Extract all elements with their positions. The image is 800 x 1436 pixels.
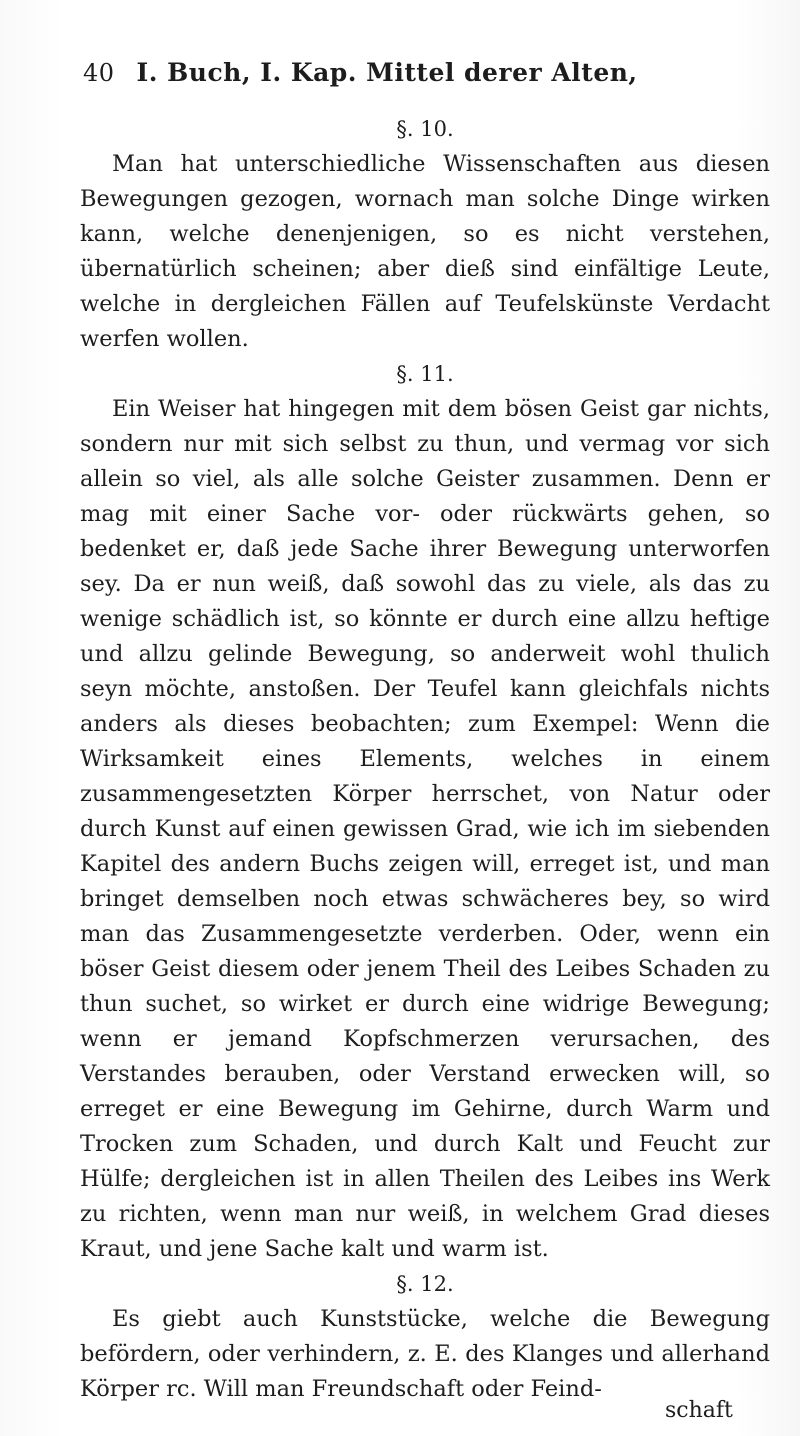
section-number: §. 11. [396,362,454,386]
paragraph: Ein Weiser hat hingegen mit dem bösen Geist gar nichts, sondern nur mit sich selbst zu thun, und vermag vor sich allein so viel, als alle solche Geister zusammen. Denn er mag mit einer Sache vor- oder rückwärts gehen, so bedenket er, daß jede Sache ihrer Bewegung unterworfen sey. Da er nun weiß, daß sowohl das zu viele, als das zu wenige schädlich ist, so könnte er durch eine allzu heftige und allzu gelinde Bewegung, so anderweit wohl thulich seyn möchte, anstoßen. Der Teufel kann gleichfals nichts anders als dieses beobachten; zum Exempel: Wenn die Wirksamkeit eines Elements, welches in einem zusammengesetzten Körper herrschet, von Natur oder durch Kunst auf einen gewissen Grad, wie ich im siebenden Kapitel des andern Buchs zeigen will, erreget ist, und man bringet demselben noch etwas schwächeres bey, so wird man das Zusammengesetzte verderben. Oder, wenn ein böser Geist diesem oder jenem Theil des Leibes Schaden zu thun suchet, so wirket er durch eine widrige Bewegung; wenn er jemand Kopfschmerzen verursachen, des Verstandes berauben, oder Verstand erwecken will, so erreget er eine Bewegung im Gehirne, durch Warm und Trocken zum Schaden, und durch Kalt und Feucht zur Hülfe; dergleichen ist in allen Theilen des Leibes ins Werk zu richten, wenn man nur weiß, in welchem Grad dieses Kraut, und jene Sache kalt und warm ist. [80,396,770,1262]
running-title: I. Buch, I. Kap. Mittel derer Alten, [136,58,638,87]
paragraph: Es giebt auch Kunststücke, welche die Bewegung befördern, oder verhindern, z. E. des Klanges und allerhand Körper rc. Will man Freundschaft oder Feind- [80,1306,770,1402]
catchword: schaft [665,1398,733,1423]
page-header [83,58,638,87]
section-number: §. 10. [396,117,454,141]
page-number: 40 [83,59,115,87]
section-number: §. 12. [396,1272,454,1296]
paragraph: Man hat unterschiedliche Wissenschaften aus diesen Bewegungen gezogen, wornach man solche Dinge wirken kann, welche denenjenigen, so es nicht verstehen, übernatürlich scheinen; aber dieß sind einfältige Leute, welche in dergleichen Fällen auf Teufelskünste Verdacht werfen wollen. [80,151,770,352]
body-text [80,112,770,1407]
